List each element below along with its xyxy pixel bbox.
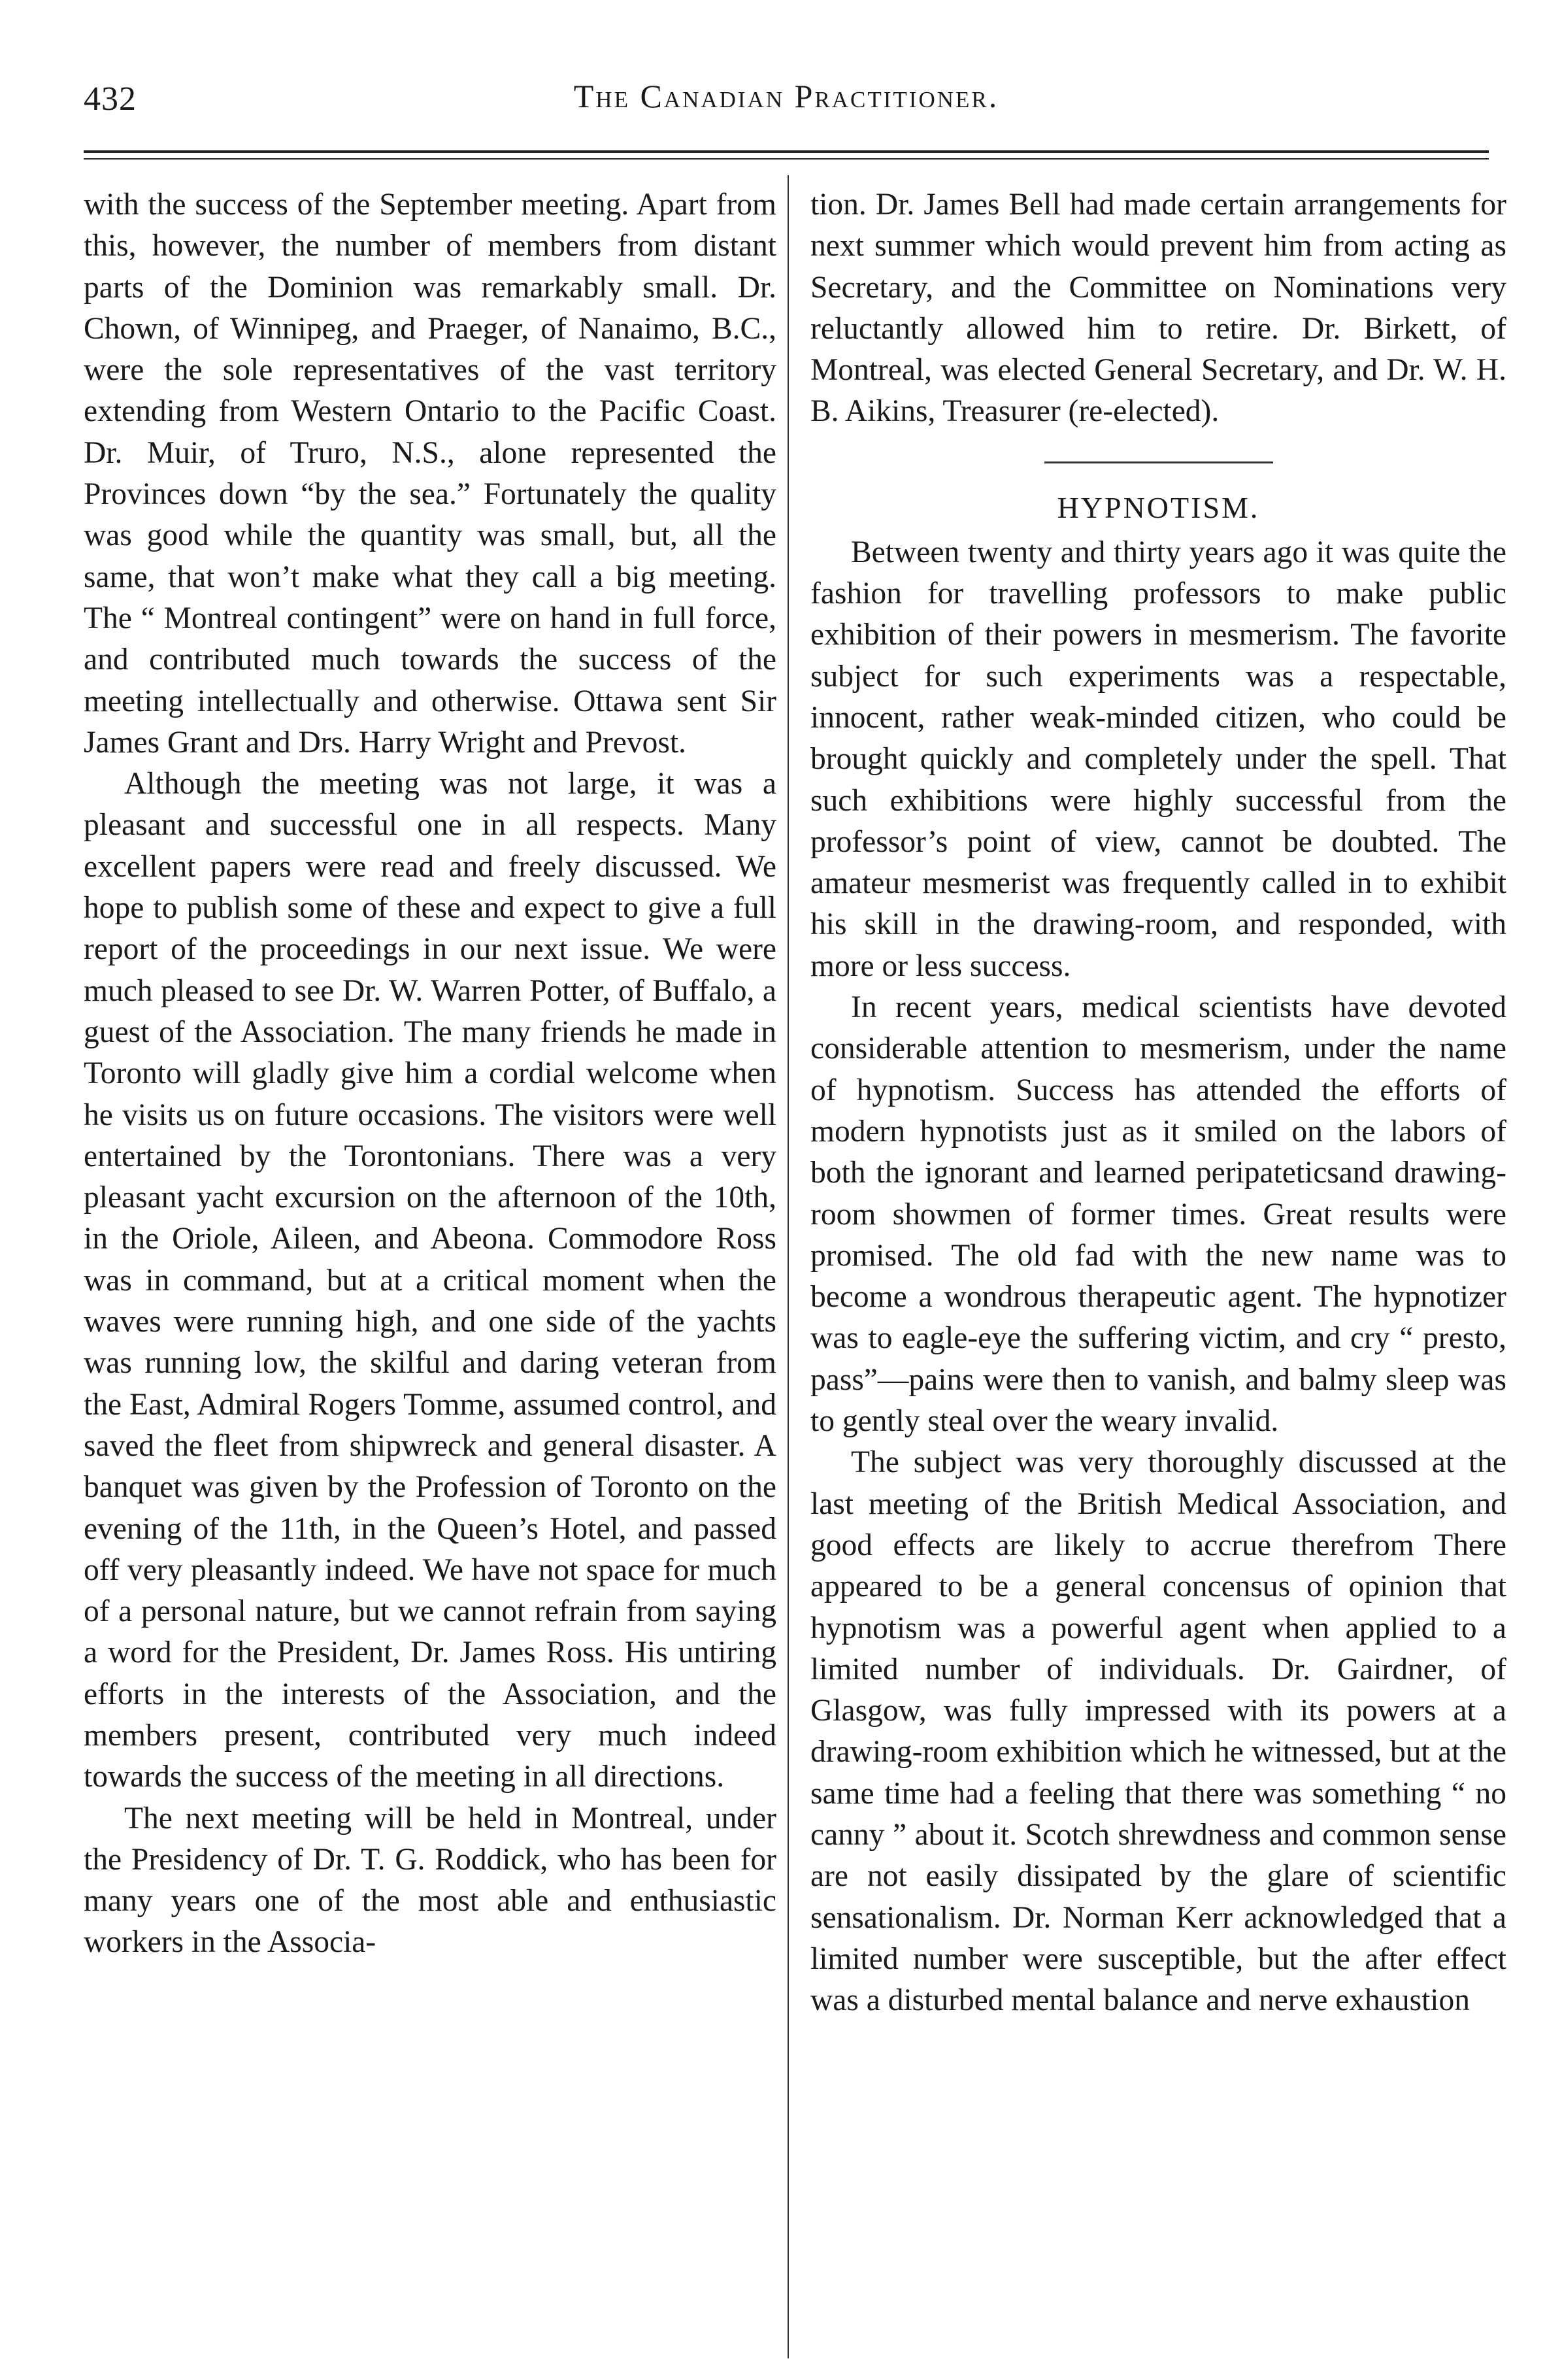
- header-rule-thick: [84, 150, 1489, 153]
- header-rule-thin: [84, 158, 1489, 159]
- column-divider: [788, 175, 789, 2358]
- paragraph: The next meeting will be held in Montreal, under the Presidency of Dr. T. G. Roddick, who has been for many years one of the most able and enthusiastic workers in the Associa-: [84, 1801, 776, 1960]
- paragraph: Between twenty and thirty years ago it was quite the fashion for travelling professors to make public exhibition of their powers in mesmerism. The favorite subject for such experiments was a respectable, innocent, rather weak-minded citizen, who could be brought quickly and completely under the spell. That such exhibitions were highly successful from the professor’s point of view, cannot be doubted. The amateur mesmerist was frequently called in to exhibit his skill in the drawing-room, and responded, with more or less success.: [810, 535, 1506, 983]
- paragraph-continued: with the success of the September meeting. Apart from this, however, the number of members from distant parts of the Dominion was remarkably small. Dr. Chown, of Winnipeg, and Praeger, of Nanaimo, B.C., were the sole representatives of the vast territory extending from Western Ontario to the Pacific Coast. Dr. Muir, of Truro, N.S., alone represented the Provinces down “by the sea.” Fortunately the quality was good while the quantity was small, but, all the same, that won’t make what they call a big meeting. The “ Montreal contingent” were on hand in full force, and contributed much towards the success of the meeting intellectually and otherwise. Ottawa sent Sir James Grant and Drs. Harry Wright and Prevost.: [84, 188, 776, 760]
- paragraph: In recent years, medical scientists have devoted considerable attention to mesmerism, under the name of hypnotism. Success has attended the efforts of modern hypnotists just as it smiled on the labors of both the ignorant and learned peripateticsand drawing-room showmen of former times. Great results were promised. The old fad with the new name was to become a wondrous therapeutic agent. The hypnotizer was to eagle-eye the suffering victim, and cry “ presto, pass”—pains were then to vanish, and balmy sleep was to gently steal over the weary invalid.: [810, 990, 1506, 1439]
- section-divider-rule: [1044, 461, 1273, 463]
- paragraph: Although the meeting was not large, it was a pleasant and successful one in all respects. Many excellent papers were read and freely discussed. We hope to publish some of these and expect to give a full report of the proceedings in our next issue. We were much pleased to see Dr. W. Warren Potter, of Buffalo, a guest of the Association. The many friends he made in Toronto will gladly give him a cordial welcome when he visits us on future occasions. The visitors were well entertained by the Torontonians. There was a very pleasant yacht excursion on the afternoon of the 10th, in the Oriole, Aileen, and Abeona. Commodore Ross was in command, but at a critical moment when the waves were running high, and one side of the yachts was running low, the skilful and daring veteran from the East, Admiral Rogers Tomme, assumed control, and saved the fleet from shipwreck and general disaster. A banquet was given by the Profession of Toronto on the evening of the 11th, in the Queen’s Hotel, and passed off very pleasantly indeed. We have not space for much of a personal nature, but we cannot refrain from saying a word for the President, Dr. James Ross. His untiring efforts in the interests of the Association, and the members present, contributed very much indeed towards the success of the meeting in all directions.: [84, 767, 776, 1794]
- page-number: 432: [84, 80, 137, 118]
- left-column: [84, 184, 776, 1964]
- paragraph-continued: tion. Dr. James Bell had made certain arrangements for next summer which would prevent him from acting as Secretary, and the Committee on Nominations very reluctantly allowed him to retire. Dr. Birkett, of Montreal, was elected General Secretary, and Dr. W. H. B. Aikins, Treasurer (re-elected).: [810, 188, 1506, 429]
- right-column: [810, 184, 1506, 2021]
- paragraph: The subject was very thoroughly discussed at the last meeting of the British Medical Association, and good effects are likely to accrue therefrom There appeared to be a general concensus of opinion that hypnotism was a powerful agent when applied to a limited number of individuals. Dr. Gairdner, of Glasgow, was fully impressed with its powers at a drawing-room exhibition which he witnessed, but at the same time had a feeling that there was something “ no canny ” about it. Scotch shrewdness and common sense are not easily dissipated by the glare of scientific sensationalism. Dr. Norman Kerr acknowledged that a limited number were susceptible, but the after effect was a disturbed mental balance and nerve exhaustion: [810, 1445, 1506, 2018]
- page-header: [84, 77, 1489, 129]
- running-title: The Canadian Practitioner.: [573, 78, 999, 114]
- section-title: HYPNOTISM.: [1057, 490, 1260, 524]
